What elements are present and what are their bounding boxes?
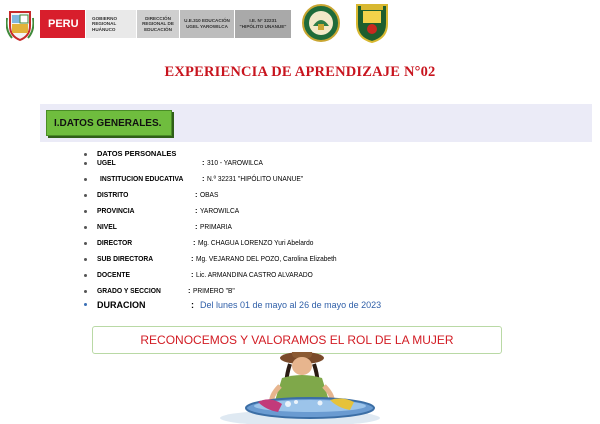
institution-ugel: U.E.310 EDUCACIÓN UGEL YAROWILCA bbox=[180, 10, 234, 38]
bullet-icon bbox=[84, 242, 87, 245]
item-separator: : bbox=[202, 174, 205, 183]
list-item bbox=[84, 205, 584, 217]
list-item bbox=[84, 221, 584, 233]
item-label: PROVINCIA bbox=[97, 206, 135, 215]
item-label: DISTRITO bbox=[97, 190, 129, 199]
duracion-separator: : bbox=[191, 300, 194, 310]
bullet-icon bbox=[84, 194, 87, 197]
peru-label: PERU bbox=[40, 10, 85, 38]
item-separator: : bbox=[195, 206, 198, 215]
list-item bbox=[84, 189, 584, 201]
bullet-icon bbox=[84, 290, 87, 293]
bullet-icon bbox=[84, 303, 87, 306]
item-value: Lic. ARMANDINA CASTRO ALVARADO bbox=[196, 270, 313, 279]
item-value: 310 - YAROWILCA bbox=[207, 158, 263, 167]
list-item bbox=[84, 269, 584, 281]
list-item bbox=[84, 285, 584, 297]
list-item bbox=[84, 253, 584, 265]
bullet-icon bbox=[84, 258, 87, 261]
institution-direccion: DIRECCIÓN REGIONAL DE EDUCACIÓN bbox=[137, 10, 179, 38]
item-value: YAROWILCA bbox=[200, 206, 240, 215]
bullet-icon bbox=[84, 210, 87, 213]
item-label: INSTITUCION EDUCATIVA bbox=[100, 174, 184, 183]
item-separator: : bbox=[193, 238, 196, 247]
item-label: UGEL bbox=[97, 158, 116, 167]
page-title: EXPERIENCIA DE APRENDIZAJE N°02 bbox=[164, 64, 436, 80]
bullet-icon bbox=[84, 153, 87, 156]
list-item bbox=[84, 237, 584, 249]
school-shield-icon bbox=[354, 2, 390, 44]
item-separator: : bbox=[195, 190, 198, 199]
coat-of-arms-icon bbox=[6, 8, 34, 42]
item-separator: : bbox=[191, 254, 194, 263]
header-banner bbox=[0, 0, 600, 48]
item-label: GRADO Y SECCION bbox=[97, 286, 161, 295]
item-value: Mg. CHAGUA LORENZO Yuri Abelardo bbox=[198, 238, 314, 247]
item-separator: : bbox=[202, 158, 205, 167]
item-value: PRIMERO "B" bbox=[193, 286, 235, 295]
item-label: DIRECTOR bbox=[97, 238, 133, 247]
list-heading-label: DATOS PERSONALES bbox=[97, 149, 177, 158]
item-value: N.º 32231 "HIPÓLITO UNANUE" bbox=[207, 174, 304, 183]
woman-washing-illustration bbox=[160, 352, 440, 424]
list-item bbox=[84, 173, 584, 185]
duracion-value: Del lunes 01 de mayo al 26 de mayo de 2023 bbox=[200, 300, 382, 310]
institution-ie: I.E. N° 32231 "HIPÓLITO UNANUE" bbox=[235, 10, 291, 38]
item-separator: : bbox=[191, 270, 194, 279]
item-label: NIVEL bbox=[97, 222, 117, 231]
item-separator: : bbox=[195, 222, 198, 231]
item-separator: : bbox=[188, 286, 191, 295]
item-label: DOCENTE bbox=[97, 270, 131, 279]
institution-gobierno: GOBIERNO REGIONAL HUÁNUCO bbox=[86, 10, 136, 38]
bullet-icon bbox=[84, 274, 87, 277]
bullet-icon bbox=[84, 162, 87, 165]
theme-title: RECONOCEMOS Y VALORAMOS EL ROL DE LA MUJER bbox=[92, 326, 502, 354]
list-item bbox=[84, 157, 584, 169]
bullet-icon bbox=[84, 226, 87, 229]
item-value: Mg. VEJARANO DEL POZO, Carolina Elizabeth bbox=[196, 254, 337, 263]
duracion-item bbox=[84, 298, 584, 312]
duracion-label: DURACION bbox=[97, 300, 146, 310]
bullet-icon bbox=[84, 178, 87, 181]
item-label: SUB DIRECTORA bbox=[97, 254, 154, 263]
item-value: PRIMARIA bbox=[200, 222, 232, 231]
ugel-logo-icon bbox=[302, 2, 340, 44]
section-header: I.DATOS GENERALES. bbox=[46, 110, 172, 136]
item-value: OBAS bbox=[200, 190, 219, 199]
